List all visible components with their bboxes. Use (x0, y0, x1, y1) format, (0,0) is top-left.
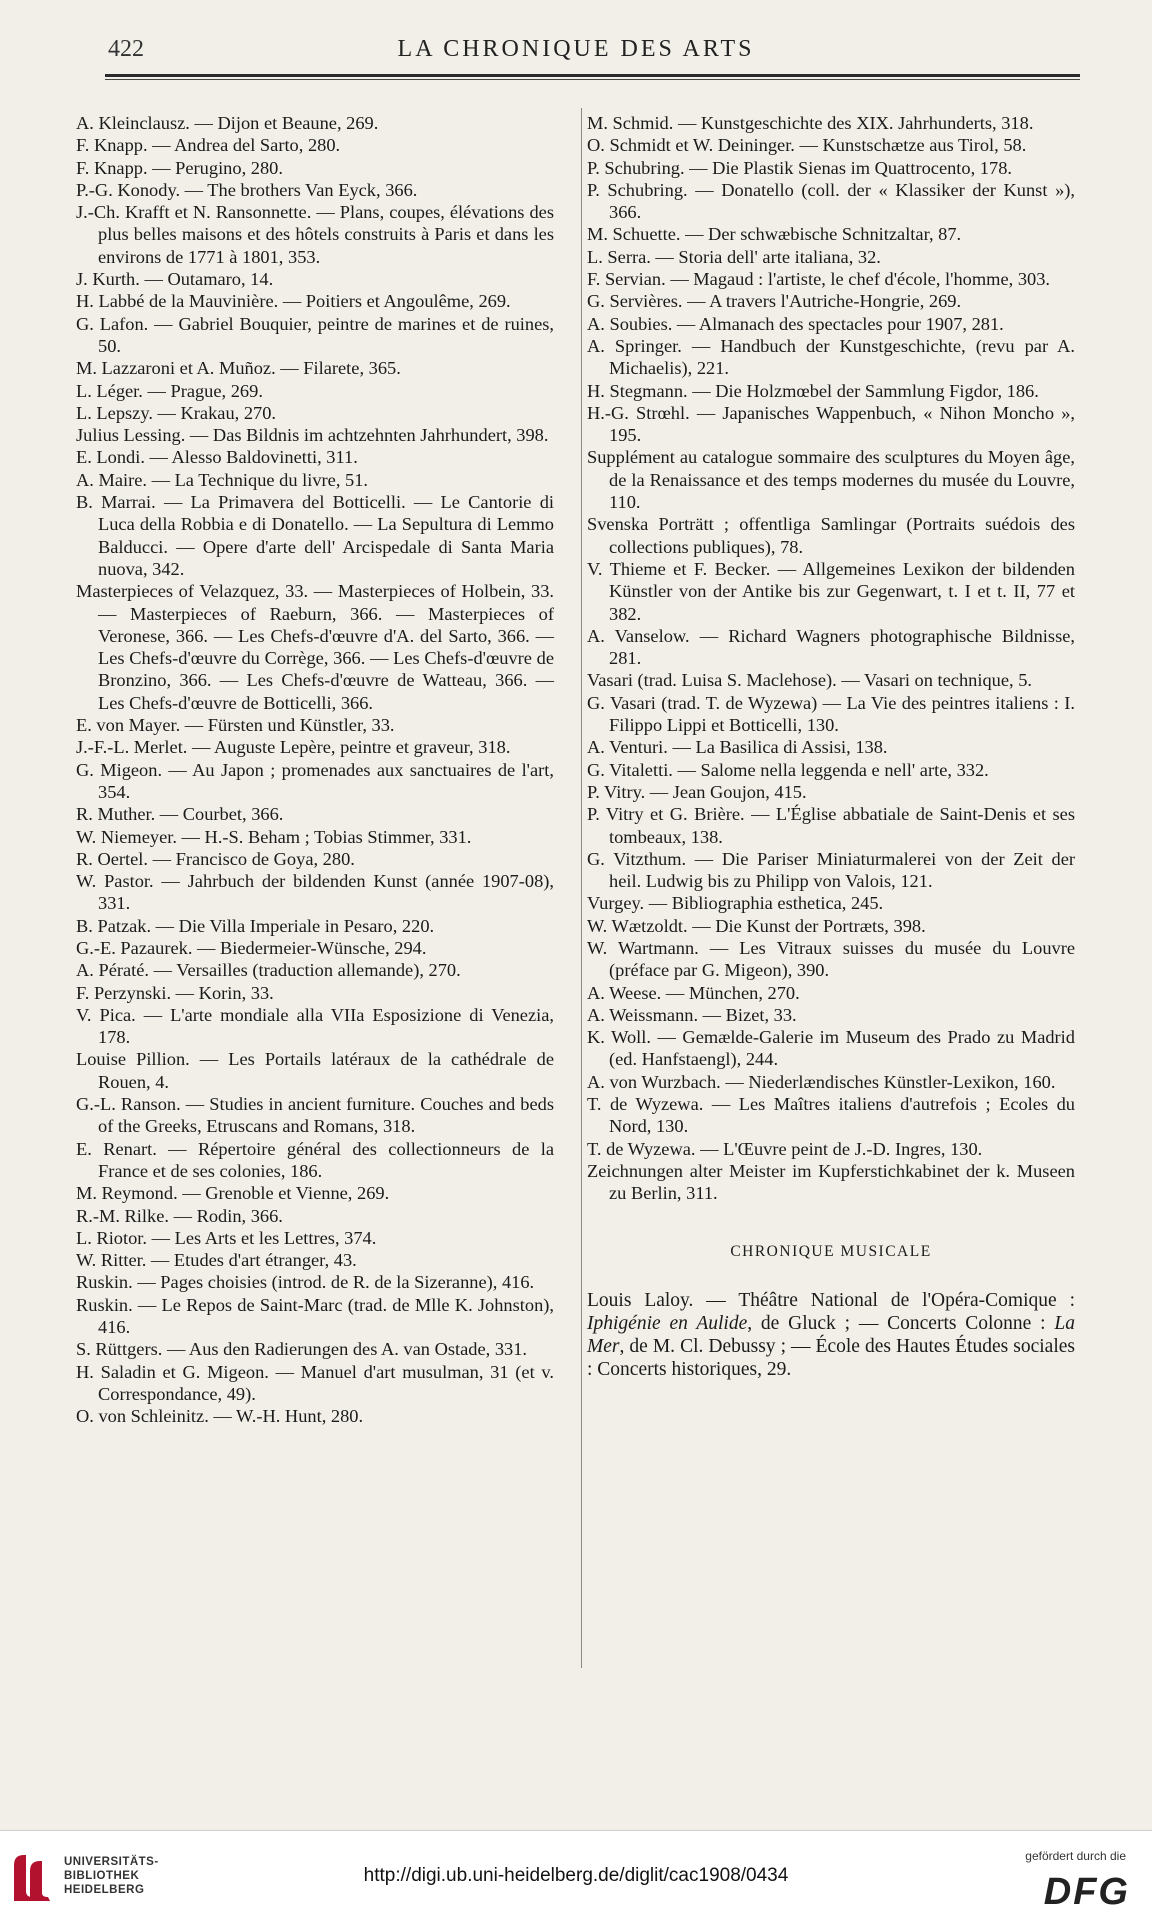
music-text-3: , de M. Cl. Debussy ; — École des Hautes Études sociales : Concerts historiques, 29. (587, 1335, 1075, 1380)
bibliography-entry: F. Servian. — Magaud : l'artiste, le chef d'école, l'homme, 303. (587, 269, 1051, 290)
bibliography-entry: H. Labbé de la Mauvinière. — Poitiers et Angoulême, 269. (76, 291, 511, 312)
bibliography-entry: L. Riotor. — Les Arts et les Lettres, 374. (76, 1227, 377, 1248)
column-divider (581, 108, 582, 1668)
music-work-1: Iphigénie en Aulide (587, 1312, 748, 1334)
bibliography-entry: V. Pica. — L'arte mondiale alla VIIa Esposizione di Venezia, 178. (76, 1004, 554, 1048)
bibliography-entry: Louise Pillion. — Les Portails latéraux de la cathédrale de Rouen, 4. (76, 1049, 554, 1092)
bibliography-entry: M. Lazzaroni et A. Muñoz. — Filarete, 365. (76, 358, 401, 379)
bibliography-entry: J. Kurth. — Outamaro, 14. (76, 269, 274, 290)
music-work-2: La Mer (587, 1312, 1075, 1357)
bibliography-entry: E. Renart. — Répertoire général des collectionneurs de la France et de ses colonies, 186. (76, 1138, 554, 1181)
bibliography-entry: M. Reymond. — Grenoble et Vienne, 269. (76, 1183, 390, 1204)
bibliography-entry: J.-F.-L. Merlet. — Auguste Lepère, peintre et graveur, 318. (76, 737, 511, 758)
bibliography-entry: O. von Schleinitz. — W.-H. Hunt, 280. (76, 1406, 364, 1427)
bibliography-entry: R. Muther. — Courbet, 366. (76, 804, 284, 825)
bibliography-entry: W. Ritter. — Etudes d'art étranger, 43. (76, 1250, 357, 1271)
music-section (587, 1289, 1075, 1381)
bibliography-entry: L. Léger. — Prague, 269. (76, 380, 263, 401)
bibliography-entry: Julius Lessing. — Das Bildnis im achtzehnten Jahrhundert, 398. (76, 425, 549, 446)
music-text-2: , de Gluck ; — Concerts Colonne : (747, 1312, 1055, 1334)
bibliography-entry: L. Lepszy. — Krakau, 270. (76, 402, 277, 423)
journal-title: LA CHRONIQUE DES ARTS (397, 36, 755, 62)
library-line-3: HEIDELBERG (64, 1884, 145, 1896)
bibliography-entry: Ruskin. — Pages choisies (introd. de R. de la Sizeranne), 416. (76, 1272, 535, 1293)
bibliography-entry: L. Serra. — Storia dell' arte italiana, 32. (587, 246, 881, 267)
bibliography-entry: Svenska Porträtt ; offentliga Samlingar (Portraits suédois des collections publiques), 78. (587, 514, 1075, 557)
bibliography-entry: P. Vitry et G. Brière. — L'Église abbatiale de Saint-Denis et ses tombeaux, 138. (587, 804, 1075, 847)
dfg-logo: DFG (1043, 1871, 1130, 1913)
bibliography-entry: J.-Ch. Krafft et N. Ransonnette. — Plans, coupes, élévations des plus belles maisons et des hôtels construits à Paris et dans les environs de 1771 à 1801, 353. (76, 202, 554, 267)
header-rule (105, 74, 1080, 77)
bibliography-entry: Supplément au catalogue sommaire des sculptures du Moyen âge, de la Renaissance et des temps modernes du musée du Louvre, 110. (587, 447, 1075, 513)
bibliography-entry: G. Servières. — A travers l'Autriche-Hongrie, 269. (587, 291, 962, 312)
bibliography-entry: G. Vasari (trad. T. de Wyzewa) — La Vie des peintres italiens : I. Filippo Lippi et Botticelli, 130. (587, 692, 1075, 736)
bibliography-entry: A. von Wurzbach. — Niederlændisches Künstler-Lexikon, 160. (587, 1071, 1056, 1092)
bibliography-entry: B. Marrai. — La Primavera del Botticelli. — Le Cantorie di Luca della Robbia e di Donatello. — La Sepultura di Lemmo Balducci. — Opere d'arte dell' Arcispedale di Santa Maria nuova, 342. (76, 492, 554, 579)
bibliography-entry: F. Knapp. — Perugino, 280. (76, 157, 283, 178)
bibliography-entry: T. de Wyzewa. — L'Œuvre peint de J.-D. Ingres, 130. (587, 1138, 983, 1159)
bibliography-entry: M. Schmid. — Kunstgeschichte des XIX. Jahrhunderts, 318. (587, 113, 1034, 133)
footer-bar (0, 1830, 1152, 1925)
running-head (60, 36, 1092, 70)
bibliography-entry: A. Pératé. — Versailles (traduction allemande), 270. (76, 960, 461, 981)
sponsor-label: gefördert durch die (1025, 1849, 1126, 1863)
bibliography-entry: G.-L. Ranson. — Studies in ancient furniture. Couches and beds of the Greeks, Etruscans and Romans, 318. (76, 1094, 554, 1137)
bibliography-entry: A. Vanselow. — Richard Wagners photographische Bildnisse, 281. (587, 625, 1075, 669)
bibliography-entry: E. Londi. — Alesso Baldovinetti, 311. (76, 447, 358, 468)
right-column (587, 112, 1075, 1381)
bibliography-entry: Masterpieces of Velazquez, 33. — Masterpieces of Holbein, 33. — Masterpieces of Raeburn, 366. — Masterpieces of Veronese, 366. — Les Chefs-d'œuvre d'A. del Sarto, 366. — Les Chefs-d'œuvre du Corrège, 366. — Les Chefs-d'œuvre de Bronzino, 366. — Les Chefs-d'œuvre de Watteau, 366. — Les Chefs-d'œuvre de Botticelli, 366. (76, 581, 554, 713)
music-entry (587, 1289, 1075, 1381)
bibliography-entry: F. Perzynski. — Korin, 33. (76, 982, 274, 1003)
library-line-1: UNIVERSITÄTS- (64, 1856, 159, 1868)
bibliography-entry: A. Weissmann. — Bizet, 33. (587, 1004, 797, 1025)
bibliography-entry: Vasari (trad. Luisa S. Maclehose). — Vasari on technique, 5. (587, 670, 1033, 691)
bibliography-entry: S. Rüttgers. — Aus den Radierungen des A. van Ostade, 331. (76, 1339, 528, 1360)
bibliography-entry: A. Venturi. — La Basilica di Assisi, 138. (587, 737, 888, 758)
library-line-2: BIBLIOTHEK (64, 1870, 140, 1882)
bibliography-entry: A. Maire. — La Technique du livre, 51. (76, 469, 369, 490)
header-rule-thin (105, 79, 1080, 80)
bibliography-entry: W. Wætzoldt. — Die Kunst der Portræts, 398. (587, 915, 926, 936)
right-column-entries (587, 112, 1075, 1205)
bibliography-entry: P. Vitry. — Jean Goujon, 415. (587, 781, 807, 802)
music-text-1: — Théâtre National de l'Opéra-Comique : (693, 1289, 1075, 1311)
bibliography-entry: R.-M. Rilke. — Rodin, 366. (76, 1205, 283, 1226)
bibliography-entry: Vurgey. — Bibliographia esthetica, 245. (587, 893, 884, 914)
bibliography-entry: W. Pastor. — Jahrbuch der bildenden Kunst (année 1907-08), 331. (76, 871, 554, 914)
bibliography-entry: P.-G. Konody. — The brothers Van Eyck, 366. (76, 179, 418, 200)
bibliography-entry: H. Stegmann. — Die Holzmœbel der Sammlung Figdor, 186. (587, 380, 1039, 401)
bibliography-entry: R. Oertel. — Francisco de Goya, 280. (76, 848, 355, 869)
bibliography-entry: M. Schuette. — Der schwæbische Schnitzaltar, 87. (587, 224, 962, 245)
music-section-title: CHRONIQUE MUSICALE (730, 1242, 932, 1260)
bibliography-entry: W. Niemeyer. — H.-S. Beham ; Tobias Stimmer, 331. (76, 826, 472, 847)
bibliography-entry: P. Schubring. — Donatello (coll. der « Klassiker der Kunst »), 366. (587, 179, 1075, 223)
left-column (76, 112, 554, 1428)
bibliography-entry: H.-G. Strœhl. — Japanisches Wappenbuch, « Nihon Moncho », 195. (587, 402, 1075, 446)
bibliography-entry: T. de Wyzewa. — Les Maîtres italiens d'autrefois ; Ecoles du Nord, 130. (587, 1094, 1075, 1137)
bibliography-entry: Ruskin. — Le Repos de Saint-Marc (trad. de Mlle K. Johnston), 416. (76, 1294, 554, 1338)
bibliography-entry: A. Weese. — München, 270. (587, 982, 800, 1003)
bibliography-entry: V. Thieme et F. Becker. — Allgemeines Lexikon der bildenden Künstler von der Antike bis zur Gegenwart, t. I et t. II, 77 et 382. (587, 558, 1075, 624)
bibliography-entry: W. Wartmann. — Les Vitraux suisses du musée du Louvre (préface par G. Migeon), 390. (587, 937, 1075, 981)
permalink-url[interactable]: http://digi.ub.uni-heidelberg.de/diglit/cac1908/0434 (363, 1865, 789, 1886)
bibliography-entry: Zeichnungen alter Meister im Kupferstichkabinet der k. Museen zu Berlin, 311. (587, 1160, 1075, 1204)
bibliography-entry: F. Knapp. — Andrea del Sarto, 280. (76, 135, 341, 156)
bibliography-entry: G.-E. Pazaurek. — Biedermeier-Wünsche, 294. (76, 937, 427, 958)
bibliography-entry: B. Patzak. — Die Villa Imperiale in Pesaro, 220. (76, 915, 435, 936)
bibliography-entry: G. Lafon. — Gabriel Bouquier, peintre de marines et de ruines, 50. (76, 313, 554, 356)
bibliography-entry: G. Vitaletti. — Salome nella leggenda e nell' arte, 332. (587, 759, 989, 780)
bibliography-entry: G. Migeon. — Au Japon ; promenades aux sanctuaires de l'art, 354. (76, 759, 554, 802)
bibliography-entry: K. Woll. — Gemælde-Galerie im Museum des Prado zu Madrid (ed. Hanfstaengl), 244. (587, 1027, 1075, 1070)
bibliography-entry: H. Saladin et G. Migeon. — Manuel d'art musulman, 31 (et v. Correspondance, 49). (76, 1361, 554, 1404)
page-number: 422 (108, 36, 144, 62)
bibliography-entry: A. Soubies. — Almanach des spectacles pour 1907, 281. (587, 313, 1004, 334)
music-author: Louis Laloy. (587, 1289, 694, 1311)
bibliography-entry: A. Kleinclausz. — Dijon et Beaune, 269. (76, 113, 379, 133)
bibliography-entry: P. Schubring. — Die Plastik Sienas im Quattrocento, 178. (587, 157, 1012, 178)
bibliography-entry: E. von Mayer. — Fürsten und Künstler, 33. (76, 715, 395, 736)
bibliography-entry: O. Schmidt et W. Deininger. — Kunstschætze aus Tirol, 58. (587, 135, 1027, 156)
bibliography-entry: G. Vitzthum. — Die Pariser Miniaturmalerei von der Zeit der heil. Ludwig bis zu Philipp von Valois, 121. (587, 848, 1075, 892)
bibliography-entry: A. Springer. — Handbuch der Kunstgeschichte, (revu par A. Michaelis), 221. (587, 335, 1075, 379)
